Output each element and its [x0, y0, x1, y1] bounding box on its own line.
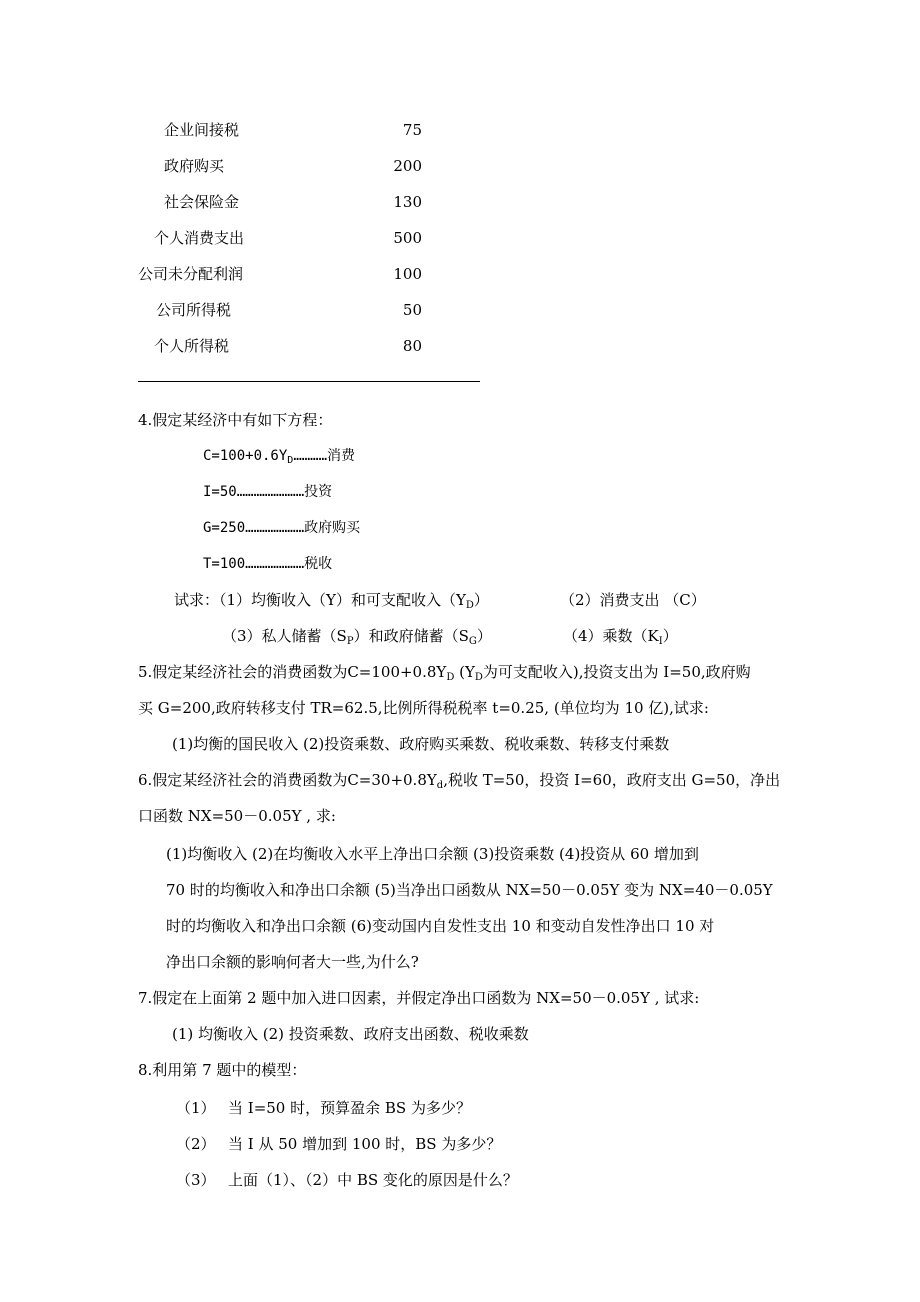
q4-ask-savings: （3）私人储蓄$(S_P)$和政府储蓄$(S_G)$ — [222, 627, 492, 647]
table-row-label: 企业间接税 — [164, 121, 240, 139]
q4-ask-consumption: （2）消费支出 （C） — [560, 591, 706, 609]
table-row-value: 50 — [402, 301, 422, 319]
q4-ask-multiplier: （4）乘数$(K_I)$ — [563, 627, 678, 647]
q8-item-2-num: （2） — [176, 1135, 216, 1153]
q5-line-1: 5.假定某经济社会的消费函数为$C=100+0.8Y_D$ ($Y_D$为可支配收入),投资支出为 I=50,政府购 — [138, 663, 751, 683]
q4-equation-consumption: $C=100+0.6Y_D\dots\dots\dots\dots$消费 — [203, 448, 356, 466]
q8-item-1-text: 当 I=50 时，预算盈余 BS 为多少？ — [228, 1099, 471, 1117]
q7-line-1: 7.假定在上面第 2 题中加入进口因素，并假定净出口函数为 NX=50－0.05Y , 试求: — [138, 989, 700, 1007]
q5-line-3: (1)均衡的国民收入 (2)投资乘数、政府购买乘数、税收乘数、转移支付乘数 — [172, 735, 670, 753]
q8-item-3-text: 上面（1）、（2）中 BS 变化的原因是什么？ — [228, 1171, 518, 1189]
q4-equation-tax: T=100…………………税收 — [203, 556, 333, 572]
q6-line-6: 净出口余额的影响何者大一些,为什么? — [166, 953, 419, 971]
table-row-value: 130 — [393, 193, 422, 211]
q4-title: 4.假定某经济中有如下方程： — [138, 411, 333, 429]
table-row-value: 100 — [393, 265, 422, 283]
q6-line-1: 6.假定某经济社会的消费函数为$C=30+0.8Y_d$,税收 T=50，投资 I=60，政府支出 G=50，净出 — [138, 771, 781, 791]
q7-line-2: (1) 均衡收入 (2) 投资乘数、政府支出函数、税收乘数 — [172, 1025, 529, 1043]
q8-item-2-text: 当 I 从 50 增加到 100 时，BS 为多少？ — [228, 1135, 502, 1153]
table-row-label: 公司所得税 — [156, 301, 232, 319]
table-row-label: 社会保险金 — [164, 193, 240, 211]
q8-title: 8.利用第 7 题中的模型： — [138, 1061, 307, 1079]
table-bottom-rule — [138, 381, 480, 382]
q4-equation-investment: I=50……………………投资 — [203, 484, 333, 500]
table-row-value: 75 — [402, 121, 422, 139]
q8-item-1-num: （1） — [176, 1099, 216, 1117]
q6-line-3: (1)均衡收入 (2)在均衡收入水平上净出口余额 (3)投资乘数 (4)投资从 60 增加到 — [166, 845, 699, 863]
q6-line-5: 时的均衡收入和净出口余额 (6)变动国内自发性支出 10 和变动自发性净出口 10 对 — [166, 917, 715, 935]
q4-ask-income: 试求：（1）均衡收入（Y）和可支配收入$(Y_D)$ — [174, 591, 489, 611]
q8-item-3-num: （3） — [176, 1171, 216, 1189]
table-row-value: 200 — [393, 157, 422, 175]
table-row-label: 个人所得税 — [154, 337, 230, 355]
table-row-label: 公司未分配利润 — [138, 265, 244, 283]
q5-line-2: 买 G=200,政府转移支付 TR=62.5,比例所得税税率 t=0.25, (单位均为 10 亿),试求: — [138, 699, 709, 717]
q4-equation-government: G=250…………………政府购买 — [203, 520, 361, 536]
table-row-label: 个人消费支出 — [154, 229, 245, 247]
q6-line-2: 口函数 NX=50－0.05Y , 求: — [138, 807, 336, 825]
table-row-value: 80 — [402, 337, 422, 355]
table-row-label: 政府购买 — [164, 157, 225, 175]
table-row-value: 500 — [393, 229, 422, 247]
q6-line-4: 70 时的均衡收入和净出口余额 (5)当净出口函数从 NX=50－0.05Y 变为 NX=40－0.05Y — [166, 881, 773, 899]
